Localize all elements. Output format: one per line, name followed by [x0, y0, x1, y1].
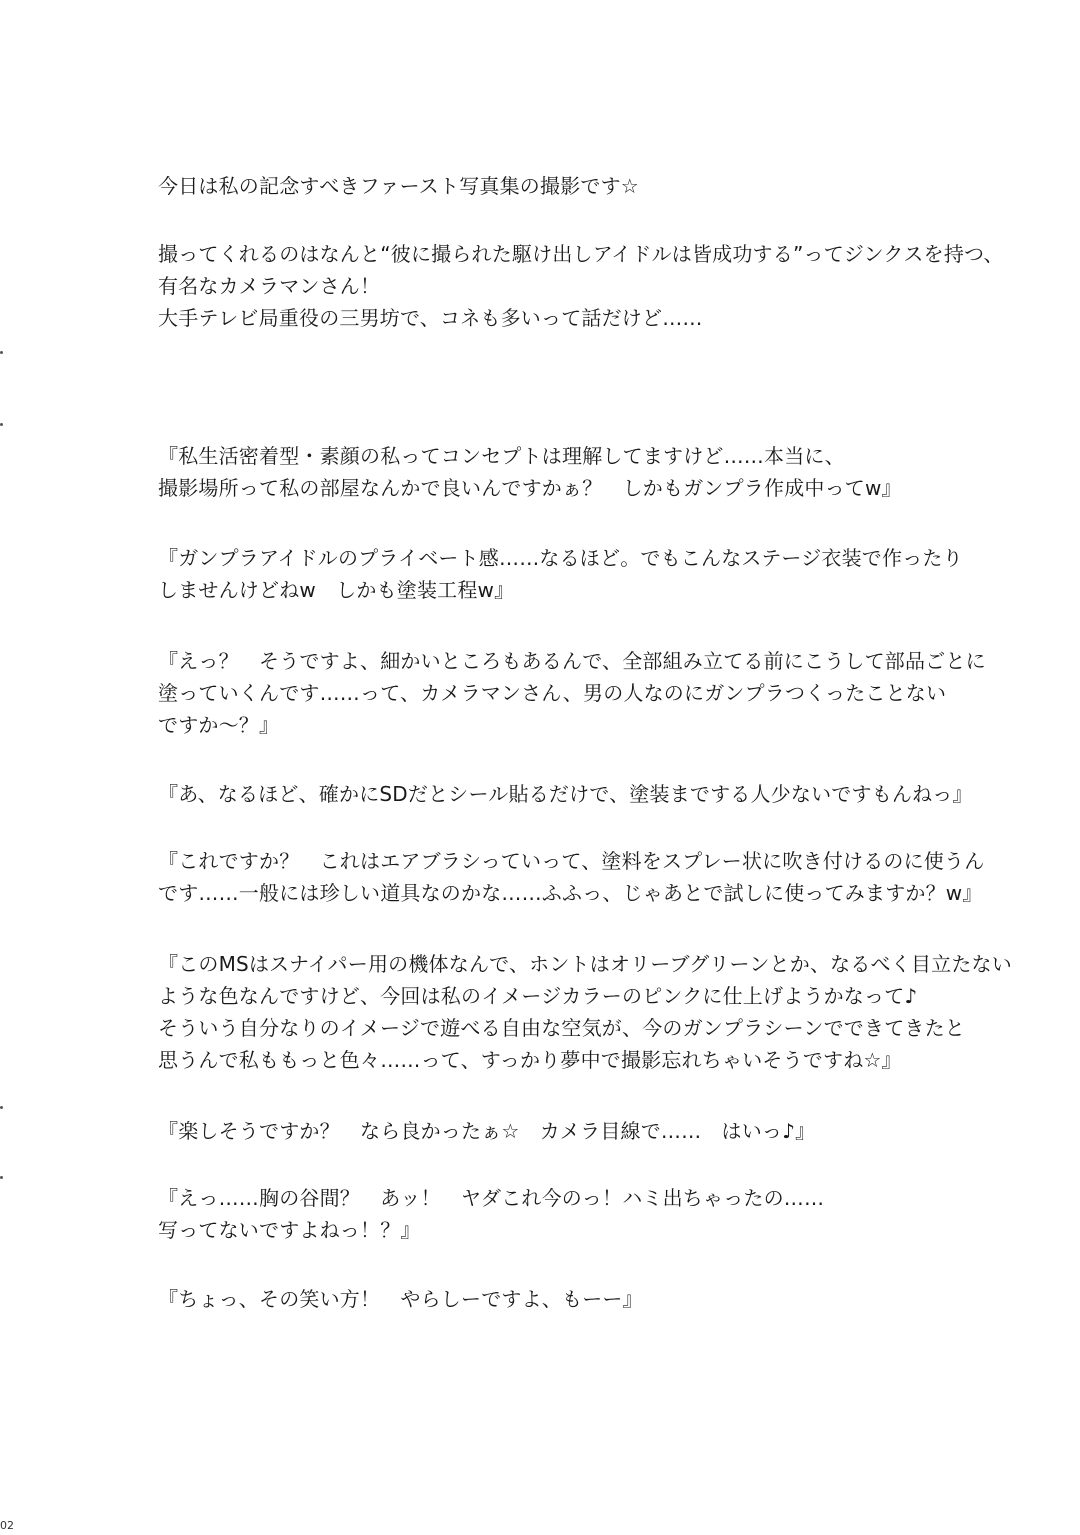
page-number: 02 [0, 1519, 14, 1532]
scan-mark [0, 1176, 3, 1179]
text-line: 『私生活密着型・素顔の私ってコンセプトは理解してますけど……本当に、 [158, 444, 845, 468]
text-line: しませんけどねw しかも塗装工程w』 [158, 578, 515, 602]
text-line: 思うんで私ももっと色々……って、すっかり夢中で撮影忘れちゃいそうですね☆』 [158, 1048, 902, 1072]
dialogue-paragraph [158, 778, 1038, 810]
text-line: 『このMSはスナイパー用の機体なんで、ホントはオリーブグリーンとか、なるべく目立たない [158, 952, 1012, 976]
text-line: ような色なんですけど、今回は私のイメージカラーのピンクに仕上げようかなって♪ [158, 984, 918, 1008]
dialogue-paragraph [158, 948, 1038, 1076]
text-line: 『えっ……胸の谷間？ あッ！ ヤダこれ今のっ！ハミ出ちゃったの…… [158, 1186, 825, 1210]
text-line: 『これですか？ これはエアブラシっていって、塗料をスプレー状に吹き付けるのに使うん [158, 849, 985, 873]
text-line: 『ちょっ、その笑い方！ やらしーですよ、もーー』 [158, 1287, 643, 1311]
scan-mark [0, 1106, 3, 1109]
text-line: 『ガンプラアイドルのプライベート感……なるほど。でもこんなステージ衣装で作ったり [158, 546, 963, 570]
intro-paragraph-2 [158, 238, 1038, 334]
dialogue-paragraph [158, 1283, 1038, 1315]
scan-mark [0, 423, 3, 426]
text-line: 『楽しそうですか？ なら良かったぁ☆ カメラ目線で…… はいっ♪』 [158, 1119, 816, 1143]
text-line: 写ってないですよねっ！？』 [158, 1218, 421, 1242]
text-line: ですか～？』 [158, 713, 280, 737]
text-line: 塗っていくんです……って、カメラマンさん、男の人なのにガンプラつくったことない [158, 681, 947, 705]
text-line: 撮ってくれるのはなんと“彼に撮られた駆け出しアイドルは皆成功する”ってジンクスを持つ、 [158, 242, 1004, 266]
dialogue-paragraph [158, 1182, 1038, 1246]
dialogue-paragraph [158, 440, 1038, 504]
text-line: 大手テレビ局重役の三男坊で、コネも多いって話だけど…… [158, 306, 703, 330]
dialogue-paragraph [158, 542, 1038, 606]
text-line: 撮影場所って私の部屋なんかで良いんですかぁ？ しかもガンプラ作成中ってw』 [158, 476, 902, 500]
text-line: 今日は私の記念すべきファースト写真集の撮影です☆ [158, 174, 639, 198]
text-line: です……一般には珍しい道具なのかな……ふふっ、じゃあとで試しに使ってみますか？w』 [158, 881, 983, 905]
scan-mark [0, 351, 3, 354]
dialogue-paragraph [158, 1115, 1038, 1147]
dialogue-paragraph [158, 845, 1038, 909]
text-line: そういう自分なりのイメージで遊べる自由な空気が、今のガンプラシーンでできてきたと [158, 1016, 965, 1040]
intro-paragraph-1 [158, 170, 1038, 202]
text-line: 『えっ？ そうですよ、細かいところもあるんで、全部組み立てる前にこうして部品ごとに [158, 649, 986, 673]
text-line: 有名なカメラマンさん！ [158, 274, 381, 298]
dialogue-paragraph [158, 645, 1038, 741]
text-line: 『あ、なるほど、確かにSDだとシール貼るだけで、塗装までする人少ないですもんねっ』 [158, 782, 973, 806]
